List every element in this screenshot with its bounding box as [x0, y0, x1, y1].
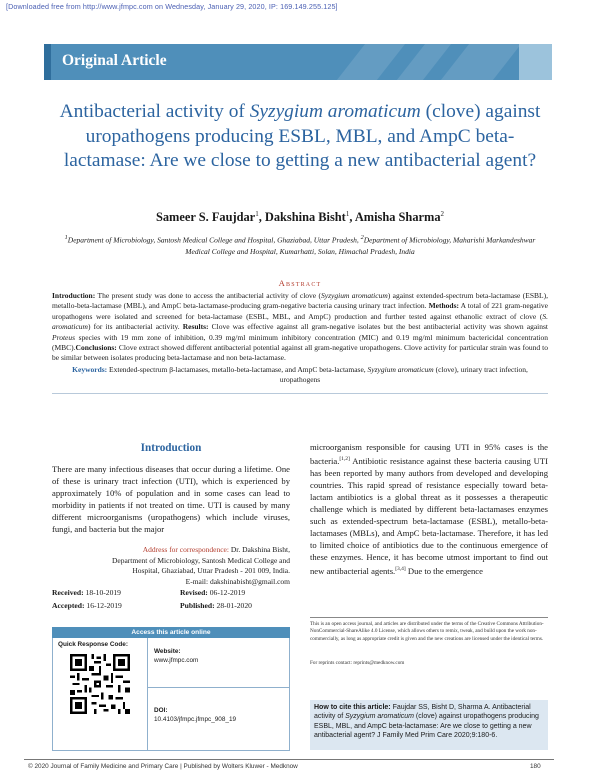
- section-divider: [52, 393, 548, 394]
- author-list: Sameer S. Faujdar$^1$, Dakshina Bisht$^1$, Amisha Sharma$^2$: [155, 210, 445, 225]
- published-date: Published: 28-01-2020: [180, 601, 252, 610]
- citation-text: How to cite this article: Faujdar SS, Bisht D, Sharma A. Antibacterial activity of Syzygium aromaticum (clove) against uropathogens producing ESBL, MBL, and AmpC beta-lactamase: Are we close to getting a new antibacterial agent? J Family Med Prim Care 2020;9:180-6.: [314, 704, 539, 740]
- correspondence-email: E-mail: dakshinabisht@gmail.com: [185, 576, 290, 586]
- qr-code[interactable]: [70, 654, 130, 714]
- doi-label: DOI:: [154, 707, 168, 714]
- website-label: Website:: [154, 648, 181, 655]
- website-link[interactable]: www.jfmpc.com: [154, 657, 199, 664]
- introduction-heading: Introduction: [140, 442, 202, 454]
- article-type-banner: [51, 44, 519, 80]
- article-type-label: Original Article: [62, 52, 167, 69]
- citation-label: How to cite this article:: [314, 704, 391, 711]
- banner-stripe: [337, 44, 405, 80]
- keywords: Keywords: Extended-spectrum β-lactamases, metallo-beta-lactamase, and AmpC beta-lactamase, Syzygium aromaticum (clove), urinary tract infection, uropathogens: [72, 365, 528, 385]
- correspondence-label: Address for correspondence:: [142, 545, 229, 554]
- access-divider: [147, 687, 290, 688]
- footer-copyright: © 2020 Journal of Family Medicine and Primary Care | Published by Wolters Kluwer - Medknow: [28, 763, 298, 770]
- article-title: Antibacterial activity of Syzygium aromaticum (clove) against uropathogens producing ESBL, MBL, and AmpC beta-lactamase: Are we close to getting a new antibacterial agent?: [59, 101, 541, 171]
- introduction-paragraph: There are many infectious diseases that occur during a lifetime. One of these is urinary tract infection (UTI), which is experienced by approximately 10% of population and in some cases can lead to morbidity in patients if not treated on time. UTI is caused by many different microorganisms (uropathogens) which include viruses, fungi, and bacteria but the major: [52, 464, 290, 534]
- accepted-date: Accepted: 16-12-2019: [52, 601, 122, 610]
- access-online-heading: Access this article online: [52, 627, 290, 638]
- received-date: Received: 18-10-2019: [52, 588, 121, 597]
- author-name: Amisha Sharma: [354, 210, 441, 225]
- reprints-contact: For reprints contact: reprints@medknow.com: [310, 660, 405, 666]
- footer-divider: [24, 759, 554, 760]
- keywords-label: Keywords:: [72, 365, 108, 374]
- banner-stripe: [441, 44, 521, 80]
- qr-code-label: Quick Response Code:: [58, 641, 128, 648]
- page-number: 180: [530, 763, 541, 770]
- license-notice: This is an open access journal, and articles are distributed under the terms of the Creative Commons Attribution-NonCommercial-ShareAlike 4.0 License, which allows others to remix, tweak, and build upon the work non-commercially, as long as appropriate credit is given and the new creations are licensed under the identical terms.: [310, 621, 544, 642]
- affiliations: $^1$Department of Microbiology, Santosh Medical College and Hospital, Ghaziabad, Uttar Pradesh, $^2$Department of Microbiology, Maharishi Markandeshwar Medical College and Hospital, Kumarhatti, Solan, Himachal Pradesh, India: [64, 234, 536, 256]
- correspondence-address: Address for correspondence: Dr. Dakshina Bisht, Department of Microbiology, Santosh Medical College and Hospital, Ghaziabad, Uttar Pradesh - 201 009, India. E-mail: dakshinabisht@gmail.com: [111, 545, 290, 586]
- banner-stripe: [397, 44, 451, 80]
- banner-right-accent: [519, 44, 552, 80]
- access-divider: [147, 638, 148, 751]
- revised-date: Revised: 06-12-2019: [180, 588, 246, 597]
- author-name: Sameer S. Faujdar: [155, 210, 256, 225]
- title-species: Syzygium aromaticum: [249, 101, 421, 122]
- banner-left-accent: [44, 44, 51, 80]
- doi-link[interactable]: 10.4103/jfmpc.jfmpc_908_19: [154, 716, 237, 723]
- abstract-body: Introduction: The present study was done to access the antibacterial activity of clove (Syzygium aromaticum) against extended-spectrum beta-lactamase (ESBL), metallo-beta-lactamase (MBL), and AmpC beta-lactamase-producing gram-negative bacteria causing urinary tract infection. Methods: A total of 221 gram-negative uropathogens were isolated and screened for beta-lactamase (ESBL, MBL, and AmpC) production and further tested against ethanolic extract of clove (S. aromaticum) for its antibacterial activity. Results: Clove was effective against all gram-negative isolates but the best antibacterial activity was shown against Proteus species with 19 mm zone of inhibition, 0.39 mg/ml minimum inhibitory concentration (MIC) and 0.19 mg/ml minimum bactericidal concentration (MBC).Conclusions: Clove extract showed different antibacterial potential against all gram-negative uropathogens. Clove activity for particular strain was found to be similar between isolates producing beta-lactamase and non beta-lactamase.: [52, 291, 549, 363]
- download-notice: [Downloaded free from http://www.jfmpc.com on Wednesday, January 29, 2020, IP: 169.149.255.125]: [6, 2, 338, 11]
- license-divider: [310, 617, 548, 618]
- author-name: Dakshina Bisht: [264, 210, 346, 225]
- abstract-heading: Abstract: [278, 278, 322, 288]
- body-paragraph-right: microorganism responsible for causing UTI in 95% cases is the bacteria.[1,2] Antibiotic resistance against these bacteria causing UTI has been reported by many authors from developed and developing countries. This rapid spread of resistance especially toward beta-lactam antibiotics is a global threat as it possesses a therapeutic challenge which is mediated by different beta-lactamases enzymes such as extended-spectrum beta-lactamase (ESBL), metallo-beta-lactamases (MBLs), and AmpC beta-lactamase. Therefore, it has led to limited choice of antibiotics due to the continuous emergence of these enzymes. Hence, it has become utmost important to find out new antibacterial agents.[3,4] Due to the emergence: [310, 442, 548, 576]
